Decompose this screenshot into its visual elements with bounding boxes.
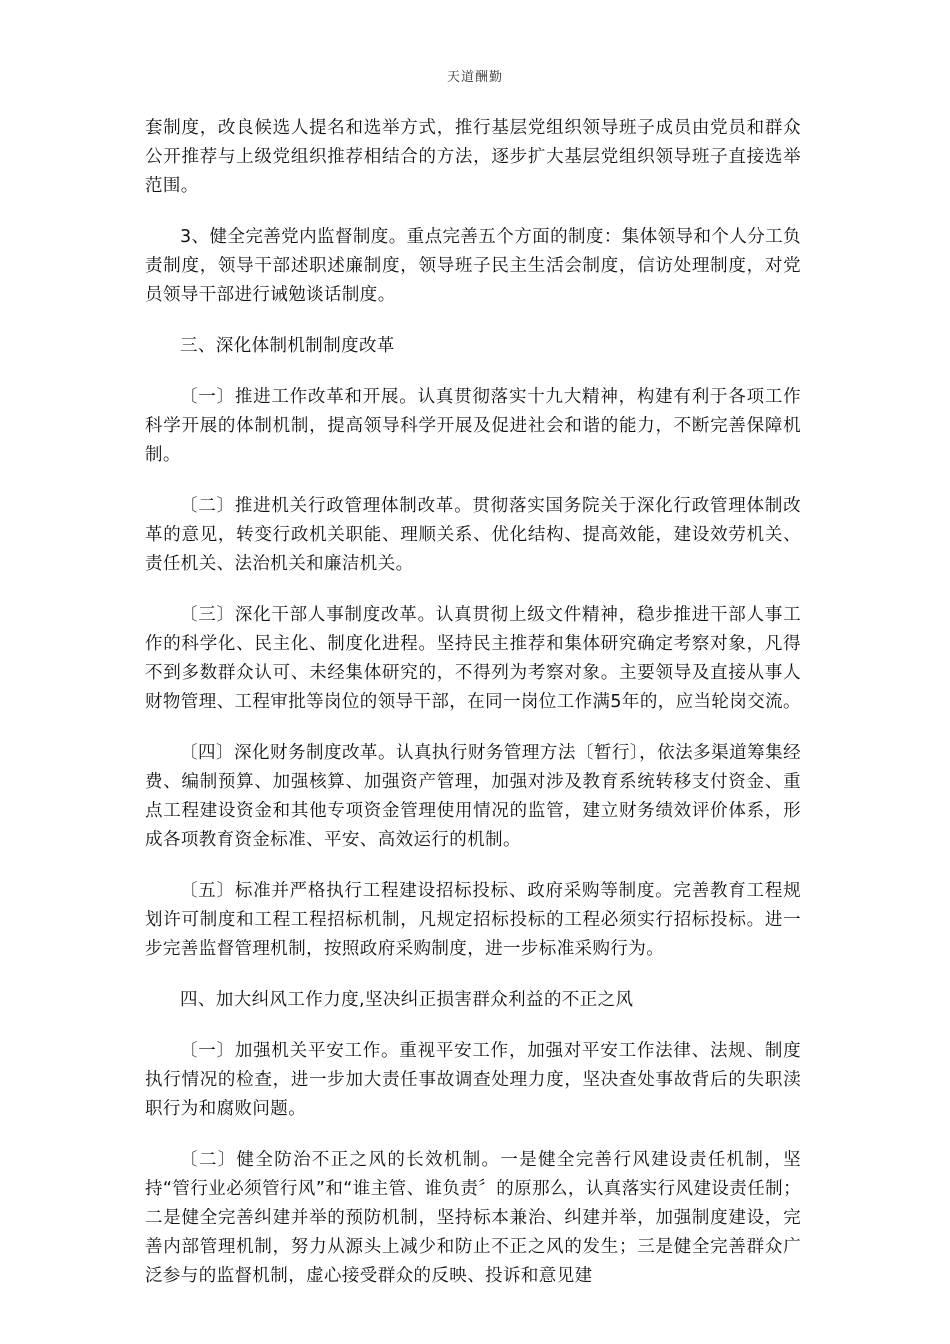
paragraph-party-supervision: 3、健全完善党内监督制度。重点完善五个方面的制度：集体领导和个人分工负责制度，领导干部述职述廉制度，领导班子民主生活会制度，信访处理制度，对党员领导干部进行诫勉谈话制度。 xyxy=(145,227,801,305)
page-header: 天道酬勤 xyxy=(446,70,503,85)
paragraph-continuation: 套制度，改良候选人提名和选举方式，推行基层党组织领导班子成员由党员和群众公开推荐与上级党组织推荐相结合的方法，逐步扩大基层党组织领导班子直接选举范围。 xyxy=(145,118,801,196)
paragraph-item-4: 〔四〕深化财务制度改革。认真执行财务管理方法〔暂行〕，依法多渠道筹集经费、编制预算、加强核算、加强资产管理，加强对涉及教育系统转移支付资金、重点工程建设资金和其他专项资金管理使用情况的监管，建立财务绩效评价体系，形成各项教育资金标准、平安、高效运行的机制。 xyxy=(145,743,801,850)
paragraph-section4-item-1: 〔一〕加强机关平安工作。重视平安工作，加强对平安工作法律、法规、制度执行情况的检查，进一步加大责任事故调查处理力度，坚决查处事故背后的失职渎职行为和腐败问题。 xyxy=(145,1041,801,1119)
paragraph-item-2: 〔二〕推进机关行政管理体制改革。贯彻落实国务院关于深化行政管理体制改革的意见，转变行政机关职能、理顺关系、优化结构、提高效能，建设效劳机关、责任机关、法治机关和廉洁机关。 xyxy=(145,496,801,574)
section-heading-3: 三、深化体制机制制度改革 xyxy=(180,336,395,356)
paragraph-item-1: 〔一〕推进工作改革和开展。认真贯彻落实十九大精神，构建有利于各项工作科学开展的体制机制，提高领导科学开展及促进社会和谐的能力，不断完善保障机制。 xyxy=(145,387,801,465)
paragraph-item-5: 〔五〕标准并严格执行工程建设招标投标、政府采购等制度。完善教育工程规划许可制度和工程工程招标机制，凡规定招标投标的工程必须实行招标投标。进一步完善监督管理机制，按照政府采购制度，进一步标准采购行为。 xyxy=(145,881,801,959)
document-body xyxy=(145,114,801,1313)
section-heading-4: 四、加大纠风工作力度,坚决纠正损害群众利益的不正之风 xyxy=(180,990,634,1010)
paragraph-item-3: 〔三〕深化干部人事制度改革。认真贯彻上级文件精神，稳步推进干部人事工作的科学化、民主化、制度化进程。坚持民主推荐和集体研究确定考察对象，凡得不到多数群众认可、未经集体研究的，不得列为考察对象。主要领导及直接从事人财物管理、工程审批等岗位的领导干部，在同一岗位工作满5年的，应当轮岗交流。 xyxy=(145,605,801,712)
paragraph-section4-item-2: 〔二〕健全防治不正之风的长效机制。一是健全完善行风建设责任机制，坚持“管行业必须管行风”和“谁主管、谁负责〞的原那么，认真落实行风建设责任制；二是健全完善纠建并举的预防机制，坚持标本兼治、纠建并举，加强制度建设，完善内部管理机制，努力从源头上减少和防止不正之风的发生；三是健全完善群众广泛参与的监督机制，虚心接受群众的反映、投诉和意见建 xyxy=(145,1150,801,1286)
